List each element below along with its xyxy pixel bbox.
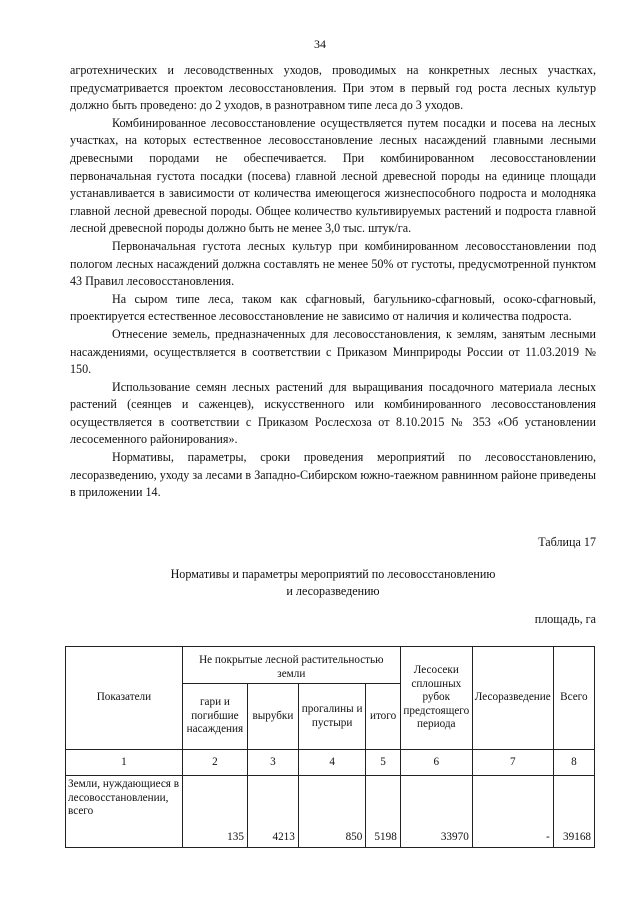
table-label: Таблица 17 xyxy=(538,535,596,549)
column-number: 2 xyxy=(182,750,247,776)
paragraph: Нормативы, параметры, сроки проведения мероприятий по лесовосстановлению, лесоразведению, уходу за лесами в Западно-Сибирском южно-таежном равнинном районе приведены в приложении 14. xyxy=(70,450,596,500)
table-row xyxy=(66,776,595,848)
header-burns: гари и погибшие насаждения xyxy=(182,684,247,750)
cell-afforestation: - xyxy=(472,776,553,848)
page-number: 34 xyxy=(314,37,326,51)
cell-total: 39168 xyxy=(553,776,594,848)
table-title-line: и лесоразведению xyxy=(286,584,380,598)
cell-total-group: 5198 xyxy=(366,776,400,848)
paragraph: Отнесение земель, предназначенных для лесовосстановления, к землям, занятым лесными насаждениями, осуществляется в соответствии с Приказом Минприроды России от 11.03.2019 № 150. xyxy=(70,326,596,377)
cell-burns: 135 xyxy=(182,776,247,848)
column-number-row xyxy=(66,750,595,776)
header-glades: прогалины и пустыри xyxy=(298,684,366,750)
header-afforestation: Лесоразведение xyxy=(472,647,553,750)
column-number: 7 xyxy=(472,750,553,776)
header-cuttings: вырубки xyxy=(247,684,298,750)
column-number: 8 xyxy=(553,750,594,776)
table-title-line: Нормативы и параметры мероприятий по лесовосстановлению xyxy=(170,567,496,581)
data-table xyxy=(65,646,595,848)
paragraph: Использование семян лесных растений для выращивания посадочного материала лесных растений (сеянцев и саженцев), искусственного или комбинированного лесовосстановления осуществляется в соответствии с Приказом Рослесхоза от 8.10.2015 № 353 «Об установлении лесосеменного районирования». xyxy=(70,379,596,447)
table-title xyxy=(70,566,596,600)
paragraph: Комбинированное лесовосстановление осуществляется путем посадки и посева на лесных участках, на которых естественное лесовосстановление лесных насаждений главными лесными древесными породами не обеспечивается. При комбинированном лесовосстановлении первоначальная густота посадки (посева) главной лесной древесной породы на единице площади устанавливается в зависимости от количества имеющегося жизнеспособного подроста и молодняка главной лесной древесной породы. Общее количество культивируемых растений и подроста главной лесной древесной породы должно быть не менее 3,0 тыс. штук/га. xyxy=(70,115,596,236)
column-number: 6 xyxy=(400,750,472,776)
paragraph: На сыром типе леса, таком как сфагновый, багульнико-сфагновый, осоко-сфагновый, проектируется естественное лесовосстановление не зависимо от наличия и количества подроста. xyxy=(70,291,596,324)
cell-glades: 850 xyxy=(298,776,366,848)
paragraph: Первоначальная густота лесных культур при комбинированном лесовосстановлении под пологом лесных насаждений должна составлять не менее 50% от густоты, предусмотренной пунктом 43 Правил лесовосстановления. xyxy=(70,238,596,289)
cell-cuttings: 4213 xyxy=(247,776,298,848)
column-number: 4 xyxy=(298,750,366,776)
header-indicators: Показатели xyxy=(66,647,183,750)
row-label: Земли, нуждающиеся в лесовосстановлении, всего xyxy=(66,776,183,848)
cell-clearcuts: 33970 xyxy=(400,776,472,848)
column-number: 3 xyxy=(247,750,298,776)
header-total-group: итого xyxy=(366,684,400,750)
column-number: 5 xyxy=(366,750,400,776)
table-unit: площадь, га xyxy=(534,612,596,626)
header-total: Всего xyxy=(553,647,594,750)
body-text xyxy=(70,62,596,502)
column-number: 1 xyxy=(66,750,183,776)
header-uncovered-group: Не покрытые лесной растительностью земли xyxy=(182,647,400,684)
header-clearcuts: Лесосеки сплошных рубок предстоящего периода xyxy=(400,647,472,750)
paragraph: агротехнических и лесоводственных уходов, проводимых на конкретных лесных участках, предусматривается проектом лесовосстановления. При этом в первый год роста лесных культур должно быть проведено: до 2 уходов, в разнотравном типе леса до 3 уходов. xyxy=(70,63,596,113)
